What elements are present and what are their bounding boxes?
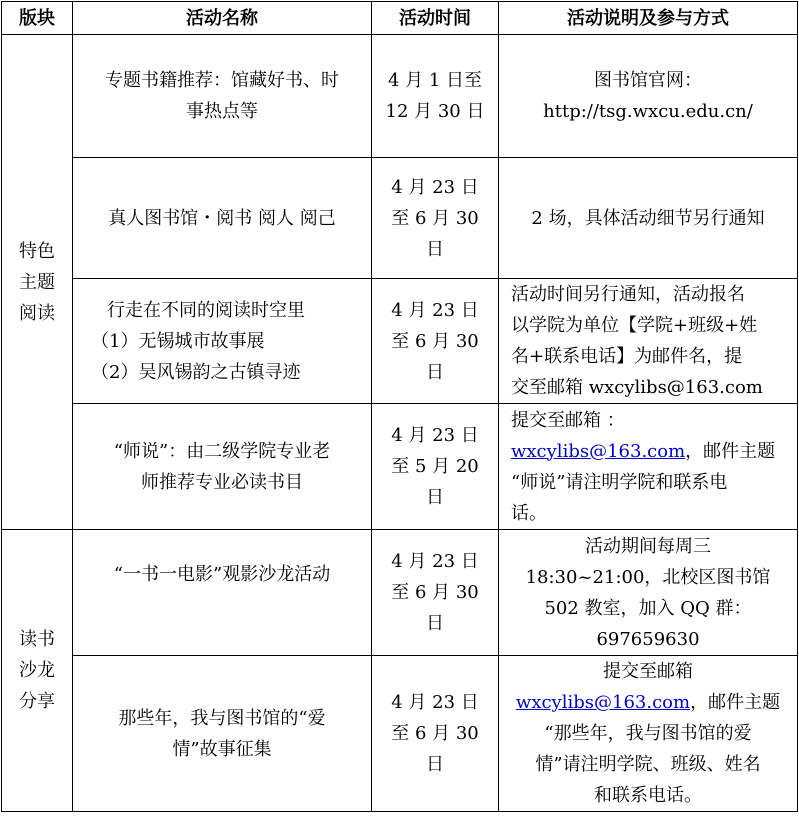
activity-desc-line: 697659630 (596, 628, 700, 650)
activity-time-line: 至 5 月 20 (391, 456, 479, 477)
activity-desc-line: 活动期间每周三 (585, 535, 711, 557)
activity-desc-cell (499, 404, 798, 530)
table-row (2, 404, 798, 530)
activity-time-line: 4 月 23 日 (391, 176, 479, 198)
activity-name-cell (73, 279, 372, 404)
header-row (2, 2, 798, 35)
activity-desc-line: 2 场，具体活动细节另行通知 (531, 207, 765, 229)
activity-desc-line: 502 教室，加入 QQ 群： (544, 597, 752, 619)
activity-name-cell (73, 158, 372, 279)
activity-desc-line: 交至邮箱 wxcylibs@163.com (511, 377, 763, 398)
activity-time-cell (372, 279, 499, 404)
activity-desc-line: 提交至邮箱 (603, 661, 693, 682)
activity-name-line: （1）无锡城市故事展 (91, 330, 265, 352)
activity-desc-cell (499, 35, 798, 158)
header-activity-desc: 活动说明及参与方式 (499, 2, 798, 35)
activity-time-line: 12 月 30 日 (385, 101, 485, 122)
activity-time-line: 至 6 月 30 (391, 330, 479, 352)
section-label-line: 沙龙 (19, 660, 55, 681)
activity-time-cell (372, 404, 499, 530)
activity-desc-cell (499, 158, 798, 279)
table-row (2, 35, 798, 158)
activity-desc-line: 活动时间另行通知，活动报名 (511, 284, 745, 305)
table-row (2, 158, 798, 279)
table-row (2, 279, 798, 404)
activity-time-cell (372, 158, 499, 279)
activity-time-cell (372, 35, 499, 158)
section-cell-feature-reading (2, 35, 73, 530)
activity-time-line: 至 6 月 30 (391, 723, 479, 744)
activity-name-cell (73, 530, 372, 656)
activity-time-line: 4 月 23 日 (391, 299, 479, 321)
activity-desc-text: ，邮件主题 (690, 692, 781, 713)
table-row (2, 656, 798, 812)
activity-desc-line: “师说”请注明学院和联系电 (511, 471, 728, 493)
activity-time-line: 日 (426, 613, 444, 634)
activity-time-line: 4 月 1 日至 (387, 70, 483, 91)
activity-time-line: 4 月 23 日 (391, 551, 479, 572)
activity-table (1, 1, 798, 812)
activity-desc-line: 情”请注明学院、班级、姓名 (535, 754, 761, 775)
email-link[interactable]: wxcylibs@163.com (515, 692, 691, 713)
activity-name-line: 情”故事征集 (172, 738, 272, 760)
activity-desc-line: 以学院为单位【学院+班级+姓 (511, 315, 758, 336)
library-website-link[interactable]: http://tsg.wxcu.edu.cn/ (543, 101, 753, 122)
activity-desc-text: ，邮件主题 (685, 440, 776, 462)
activity-name-cell (73, 35, 372, 158)
header-activity-time: 活动时间 (372, 2, 499, 35)
table-row (2, 530, 798, 656)
activity-desc-line: 18:30~21:00，北校区图书馆 (525, 566, 771, 588)
activity-name-line: 事热点等 (186, 101, 258, 122)
activity-desc-line (501, 687, 795, 718)
activity-desc-line: 和联系电话。 (594, 785, 702, 806)
activity-time-line: 日 (426, 487, 444, 508)
activity-name-line: 师推荐专业必读书目 (141, 471, 303, 493)
activity-time-line: 日 (426, 361, 444, 383)
activity-desc-line: 提交至邮箱 ： (511, 409, 625, 431)
section-label-line: 阅读 (19, 302, 55, 324)
header-section: 版块 (2, 2, 73, 35)
section-label-line: 分享 (19, 691, 55, 712)
activity-time-line: 4 月 23 日 (391, 692, 479, 713)
activity-desc-line: “那些年，我与图书馆的爱 (544, 723, 752, 744)
activity-time-line: 至 6 月 30 (391, 582, 479, 603)
email-link[interactable]: wxcylibs@163.com (511, 440, 686, 462)
section-label-line: 主题 (19, 271, 55, 293)
activity-name-line: 行走在不同的阅读时空里 (107, 299, 305, 321)
activity-name-line: 那些年，我与图书馆的“爱 (118, 707, 326, 729)
activity-desc-cell (499, 279, 798, 404)
activity-time-cell (372, 530, 499, 656)
activity-time-cell (372, 656, 499, 812)
activity-name-line: （2）吴风锡韵之古镇寻迹 (91, 361, 301, 383)
activity-time-line: 至 6 月 30 (391, 207, 479, 229)
activity-time-line: 日 (426, 754, 444, 775)
activity-time-line: 4 月 23 日 (391, 425, 479, 446)
activity-desc-line: 图书馆官网： (594, 70, 702, 91)
activity-desc-cell (499, 656, 798, 812)
activity-desc-line (511, 436, 793, 467)
activity-name-line: “一书一电影”观影沙龙活动 (113, 564, 331, 585)
activity-name-line: 专题书籍推荐：馆藏好书、时 (105, 70, 339, 91)
activity-name-cell (73, 404, 372, 530)
activity-desc-cell (499, 530, 798, 656)
section-label-line: 特色 (19, 240, 55, 262)
activity-time-line: 日 (426, 238, 444, 260)
header-activity-name: 活动名称 (73, 2, 372, 35)
activity-name-line: 真人图书馆・阅书 阅人 阅己 (108, 207, 336, 229)
section-cell-reading-salon (2, 530, 73, 812)
activity-name-cell (73, 656, 372, 812)
activity-desc-line: 名+联系电话】为邮件名，提 (511, 346, 743, 367)
section-label-line: 读书 (19, 629, 55, 650)
activity-desc-line: 话。 (511, 502, 547, 524)
activity-name-line: “师说”：由二级学院专业老 (113, 440, 331, 462)
